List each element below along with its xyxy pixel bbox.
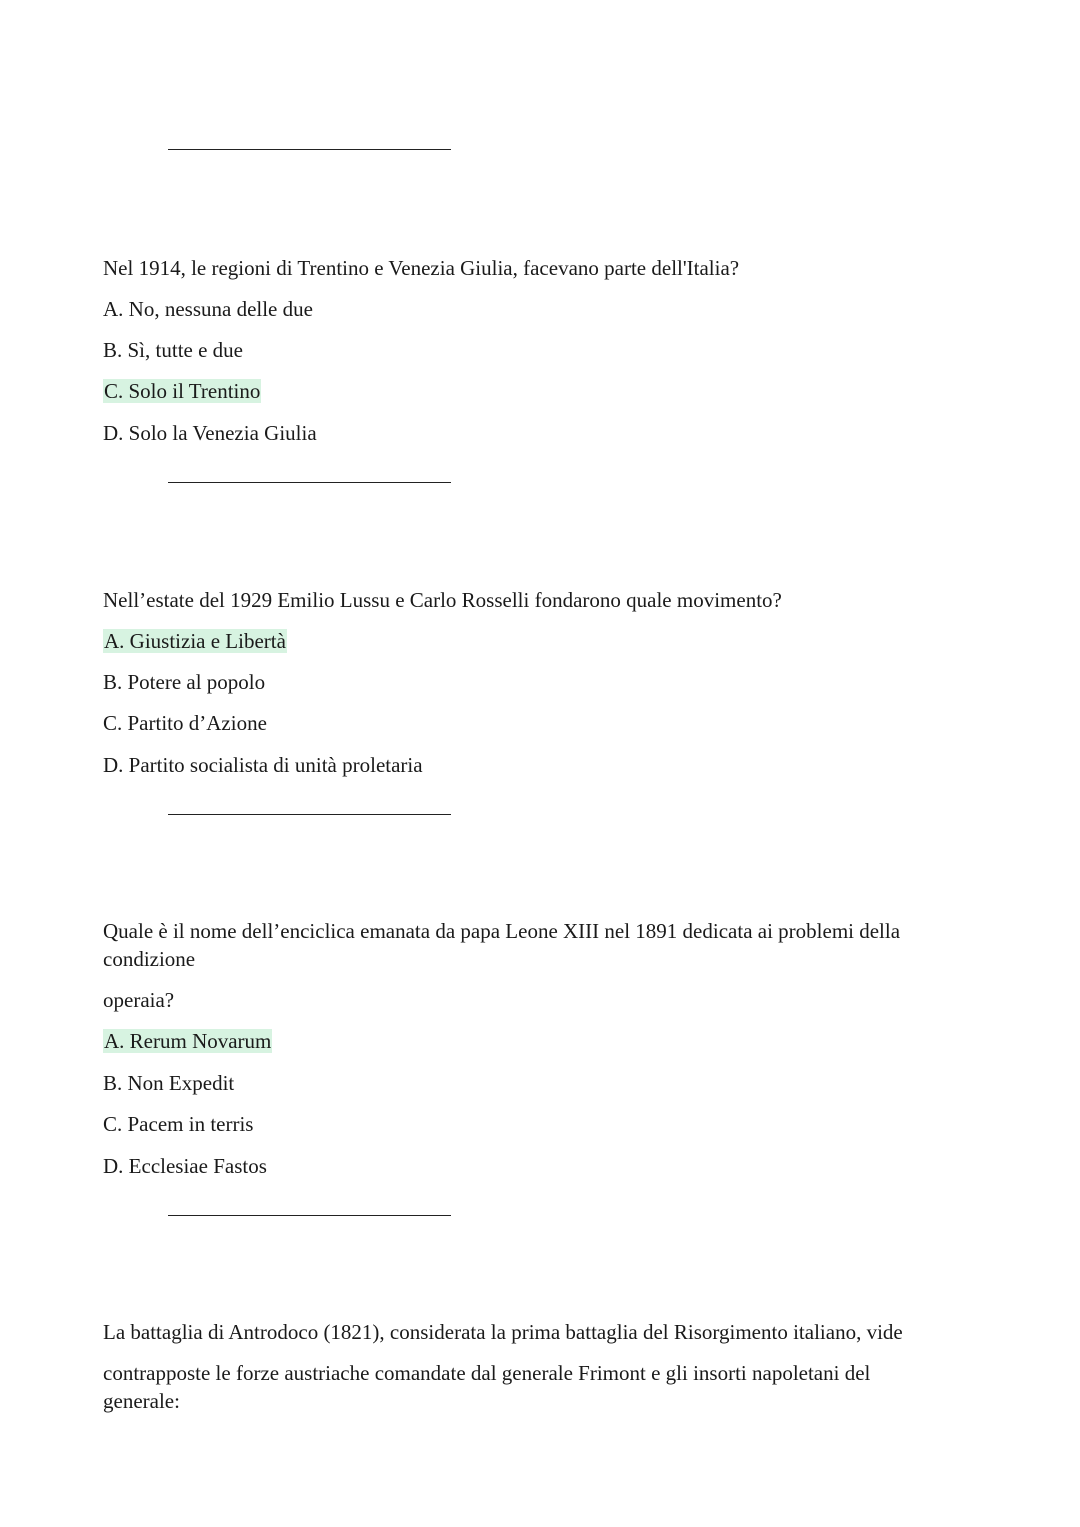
question-text: contrapposte le forze austriache comandate dal generale Frimont e gli insorti napoletani del	[103, 1361, 871, 1385]
question-text: Nell’estate del 1929 Emilio Lussu e Carlo Rosselli fondarono quale movimento?	[103, 588, 782, 612]
answer-option: A. No, nessuna delle due	[103, 297, 313, 321]
question-text: generale:	[103, 1389, 180, 1413]
answer-option: C. Partito d’Azione	[103, 711, 267, 735]
answer-option: B. Non Expedit	[103, 1071, 235, 1095]
highlighted-answer: A. Giustizia e Libertà	[104, 629, 286, 653]
highlighted-answer: A. Rerum Novarum	[104, 1029, 272, 1053]
answer-option-correct	[103, 1027, 272, 1055]
answer-option-correct	[103, 627, 287, 655]
question-text: La battaglia di Antrodoco (1821), considerata la prima battaglia del Risorgimento italiano, vide	[103, 1320, 903, 1344]
answer-option: D. Partito socialista di unità proletaria	[103, 753, 423, 777]
question-text: condizione	[103, 947, 196, 971]
answer-option: D. Solo la Venezia Giulia	[103, 421, 317, 445]
answer-option: B. Potere al popolo	[103, 670, 266, 694]
answer-option-correct	[103, 377, 261, 405]
separator-rule	[168, 814, 451, 815]
separator-rule	[168, 149, 451, 150]
answer-option: B. Sì, tutte e due	[103, 338, 243, 362]
answer-option: C. Pacem in terris	[103, 1112, 254, 1136]
answer-option: D. Ecclesiae Fastos	[103, 1154, 267, 1178]
question-text: Nel 1914, le regioni di Trentino e Venezia Giulia, facevano parte dell'Italia?	[103, 256, 740, 280]
question-text: Quale è il nome dell’enciclica emanata da papa Leone XIII nel 1891 dedicata ai problemi della	[103, 919, 901, 943]
separator-rule	[168, 1215, 451, 1216]
highlighted-answer: C. Solo il Trentino	[104, 379, 261, 403]
separator-rule	[168, 482, 451, 483]
question-text: operaia?	[103, 988, 175, 1012]
